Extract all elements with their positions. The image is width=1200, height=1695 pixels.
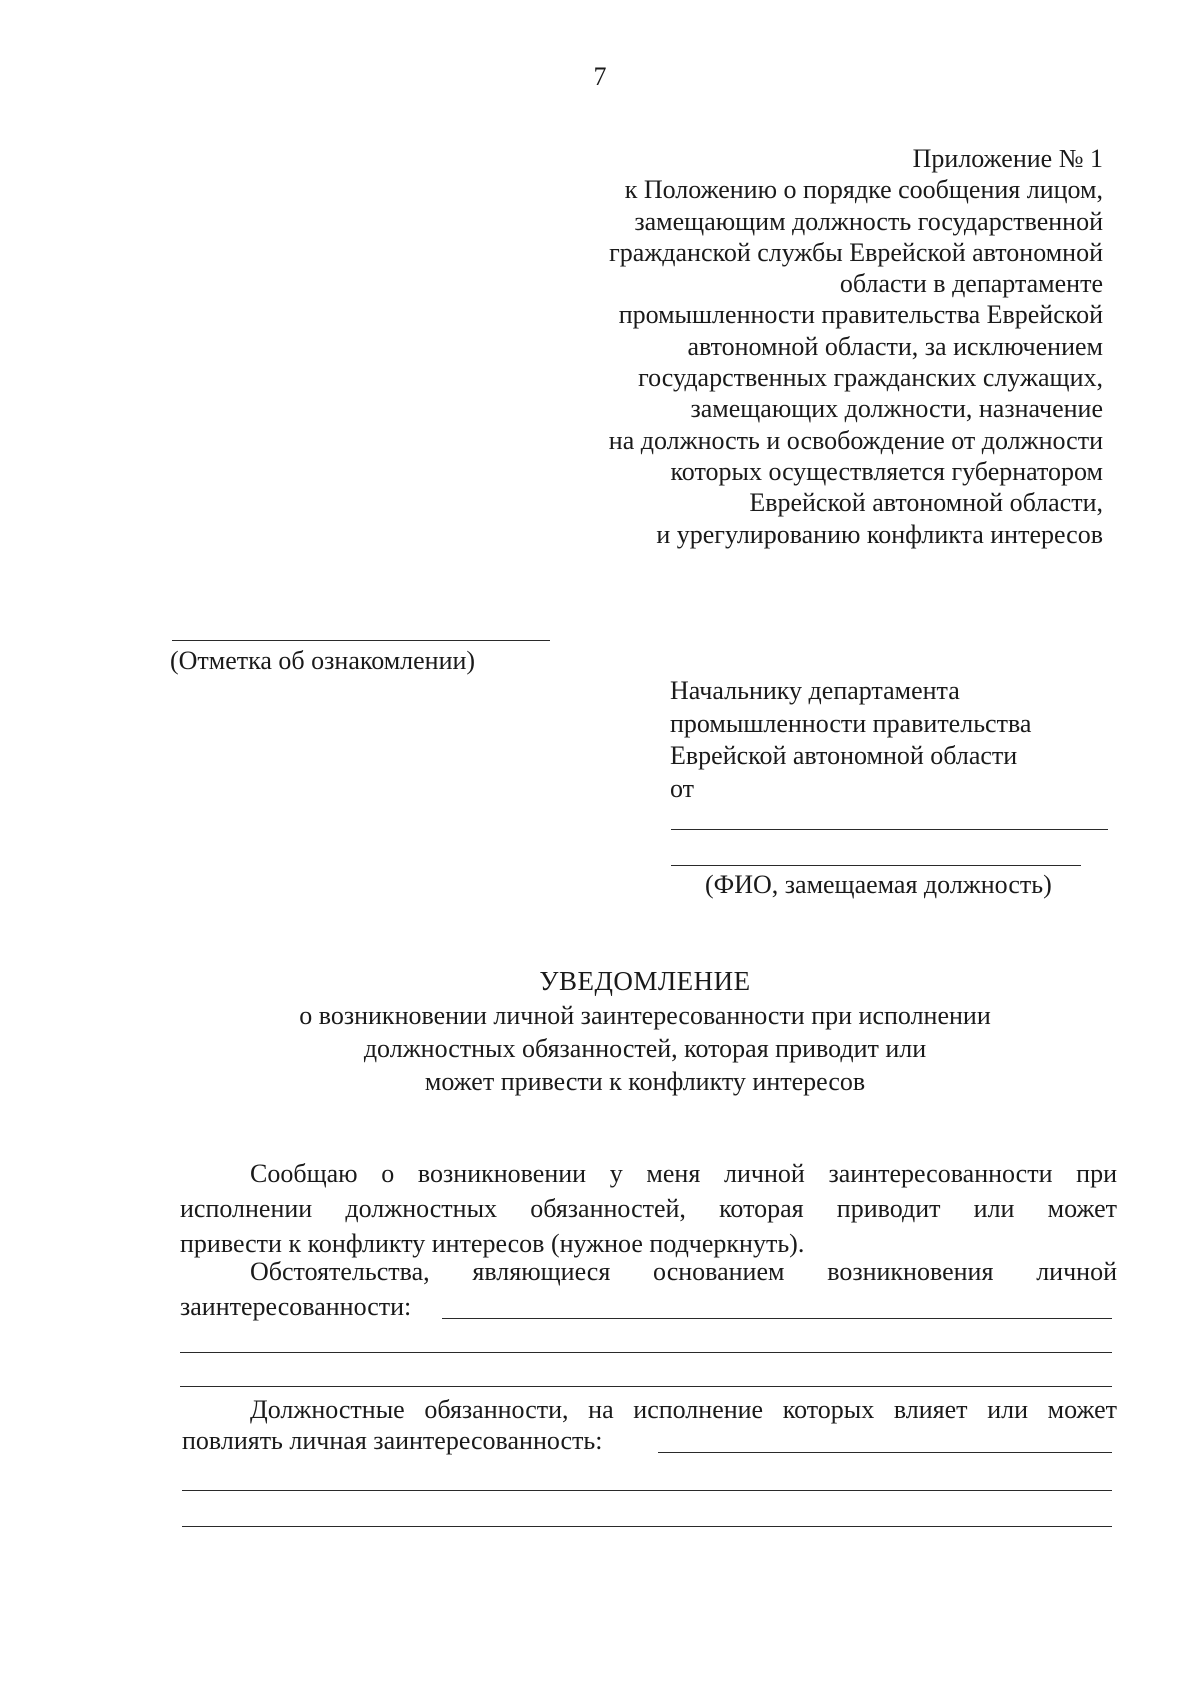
appendix-line: Приложение № 1	[912, 144, 1103, 173]
paragraph-line: Сообщаю о возникновении у меня личной заинтересованности при	[250, 1159, 1117, 1188]
paragraph-circumstances	[180, 1254, 1117, 1289]
fio-caption: (ФИО, замещаемая должность)	[705, 870, 1052, 899]
addressee-line: от	[670, 773, 695, 803]
appendix-line: автономной области, за исключением	[687, 331, 1103, 361]
paragraph-line: Должностные обязанности, на исполнение которых влияет или может	[250, 1395, 1117, 1424]
appendix-header	[483, 143, 1103, 550]
duties-input-line-1[interactable]	[658, 1452, 1112, 1453]
subtitle-line: должностных обязанностей, которая приводит или	[363, 1034, 927, 1063]
appendix-line: на должность и освобождение от должности	[608, 425, 1103, 455]
circumstances-label: заинтересованности:	[180, 1292, 412, 1321]
page-number: 7	[593, 62, 607, 91]
fio-line-1[interactable]	[671, 829, 1108, 830]
paragraph-line: привести к конфликту интересов (нужное подчеркнуть).	[180, 1229, 805, 1258]
acknowledgement-label: (Отметка об ознакомлении)	[170, 646, 476, 675]
duties-input-line-2[interactable]	[182, 1490, 1112, 1491]
acknowledgement-signature-line[interactable]	[172, 640, 550, 641]
appendix-line: к Положению о порядке сообщения лицом,	[624, 175, 1103, 205]
notice-title: УВЕДОМЛЕНИЕ	[539, 966, 751, 996]
appendix-line: Еврейской автономной области,	[749, 488, 1103, 518]
appendix-line: которых осуществляется губернатором	[670, 456, 1103, 486]
paragraph-line: Обстоятельства, являющиеся основанием возникновения личной	[250, 1257, 1117, 1286]
appendix-line: и урегулированию конфликта интересов	[656, 519, 1103, 549]
appendix-line: замещающим должность государственной	[634, 206, 1103, 236]
subtitle-line: о возникновении личной заинтересованности при исполнении	[299, 1001, 991, 1030]
appendix-line: гражданской службы Еврейской автономной	[609, 237, 1103, 267]
addressee-line: промышленности правительства	[670, 708, 1032, 738]
paragraph-duties	[180, 1392, 1117, 1427]
paragraph-report	[180, 1156, 1117, 1261]
appendix-line: государственных гражданских служащих,	[638, 363, 1103, 393]
duties-label: повлиять личная заинтересованность:	[182, 1426, 603, 1455]
appendix-line: замещающих должности, назначение	[690, 394, 1103, 424]
appendix-line: промышленности правительства Еврейской	[618, 300, 1103, 330]
addressee-line: Начальнику департамента	[670, 676, 960, 705]
addressee-block	[670, 675, 1031, 805]
circumstances-input-line-1[interactable]	[442, 1318, 1112, 1319]
appendix-line: области в департаменте	[839, 269, 1103, 299]
circumstances-input-line-2[interactable]	[180, 1352, 1112, 1353]
addressee-line: Еврейской автономной области	[670, 741, 1018, 770]
duties-input-line-3[interactable]	[182, 1526, 1112, 1527]
paragraph-line: исполнении должностных обязанностей, которая приводит или может	[180, 1194, 1117, 1223]
notice-subtitle	[0, 999, 1200, 1098]
circumstances-input-line-3[interactable]	[180, 1386, 1112, 1387]
fio-line-2[interactable]	[671, 865, 1081, 866]
subtitle-line: может привести к конфликту интересов	[424, 1067, 866, 1096]
